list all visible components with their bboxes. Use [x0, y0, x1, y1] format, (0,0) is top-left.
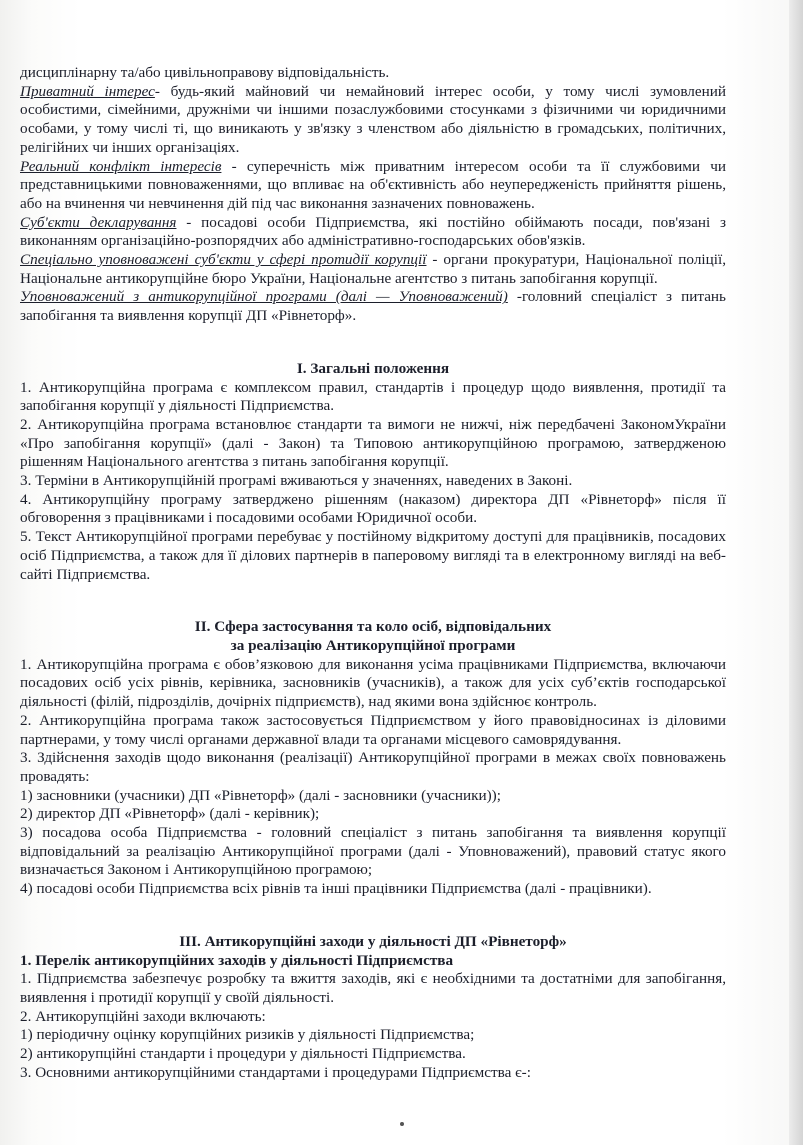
spacer [20, 603, 726, 618]
section-2-item: 3. Здійснення заходів щодо виконання (реалізації) Антикорупційної програми в межах своїх повноважень провадять: [20, 749, 726, 785]
section-2-heading-line-2: за реалізацію Антикорупційної програми [230, 636, 516, 654]
definition-private-interest [20, 83, 726, 158]
term-private-interest: Приватний інтерес [20, 82, 155, 100]
section-2-item: 4) посадові особи Підприємства всіх рівнів та інші працівники Підприємства (далі - працівники). [20, 880, 652, 898]
page-edge-shadow [789, 0, 803, 1145]
section-2-item: 1) засновники (учасники) ДП «Рівнеторф» (далі - засновники (учасники)); [20, 786, 501, 804]
section-1-item: 5. Текст Антикорупційної програми перебуває у постійному відкритому доступі для працівників, посадових осіб Підприємства, а також для її ділових партнерів в паперовому вигляді та в електронному вигляді на веб-сайті Підприємства. [20, 528, 726, 583]
spacer [20, 584, 726, 603]
spacer [20, 326, 726, 345]
definition-text: - будь-який майновий чи немайновий інтерес особи, у тому числі зумовлений особистими, сімейними, дружніми чи іншими позаслужбовими стосунками з фізичними чи юридичними особами, у тому числі ті, що виникають у зв'язку з членством або діяльністю в громадських, політичних, релігійних чи інших організаціях. [20, 82, 726, 156]
definition-text: -головний спеціаліст з питань запобігання та виявлення корупції ДП «Рівнеторф». [20, 288, 726, 325]
spacer [20, 899, 726, 918]
term-commissioner: Уповноважений з антикорупційної програми (далі — Уповноважений) [20, 288, 508, 306]
section-1-item: 1. Антикорупційна програма є комплексом правил, стандартів і процедур щодо виявлення, протидії та запобігання корупції у діяльності Підприємства. [20, 378, 726, 415]
section-3-item: 2. Антикорупційні заходи включають: [20, 1007, 266, 1025]
section-1-item: 3. Терміни в Антикорупційній програмі вживаються у значеннях, наведених в Законі. [20, 472, 573, 490]
scan-mark [400, 1122, 404, 1126]
section-3-heading: III. Антикорупційні заходи у діяльності ДП «Рівнеторф» [179, 932, 567, 950]
term-authorized-subjects: Спеціально уповноважені суб'єкти у сфері протидії корупції [20, 251, 427, 269]
section-1-heading: I. Загальні положення [296, 359, 450, 377]
section-1-item: 2. Антикорупційна програма встановлює стандарти та вимоги не нижчі, ніж передбачені ЗакономУкраїни «Про запобігання корупції» (далі - Закон) та Типовою антикорупційною програмою, затвердженою рішенням Національного агентства з питань запобігання корупції. [20, 415, 726, 471]
definition-declaration-subjects [20, 214, 726, 251]
definition-authorized-subjects [20, 251, 726, 288]
section-3-item: 2) антикорупційні стандарти і процедури у діяльності Підприємства. [20, 1045, 466, 1063]
spacer [20, 918, 726, 933]
definition-text: - органи прокуратури, Національної поліції, Національне антикорупційне бюро України, Національне агентство з питань запобігання корупції. [20, 251, 726, 287]
section-3-item: 1) періодичну оцінку корупційних ризиків у діяльності Підприємства; [20, 1026, 475, 1044]
section-2-item: 3) посадова особа Підприємства - головний спеціаліст з питань запобігання та виявлення корупції відповідальний за реалізацію Антикорупційної програми (далі - Уповноважений), правовий статус якого визначається Законом і Антикорупційною програмою; [20, 824, 726, 879]
section-1-item: 4. Антикорупційну програму затверджено рішенням (наказом) директора ДП «Рівнеторф» після її обговорення з працівниками і посадовими особами Юридичної особи. [20, 490, 726, 527]
definition-real-conflict [20, 158, 726, 214]
definition-text: - суперечність між приватним інтересом особи та її службовими чи представницькими повноваженнями, що впливає на об'єктивність або неупередженість прийняття рішень, або на вчинення чи невчинення дій під час виконання зазначених повноважень. [20, 157, 726, 212]
section-3-item: 3. Основними антикорупційними стандартами і процедурами Підприємства є-: [20, 1063, 531, 1081]
section-2-heading-line-1: II. Сфера застосування та коло осіб, відповідальних [194, 618, 552, 636]
term-real-conflict: Реальний конфлікт інтересів [20, 157, 222, 175]
document-body [20, 64, 726, 1082]
spacer [20, 345, 726, 360]
definition-text: - посадові особи Підприємства, які постійно обіймають посади, пов'язані з виконанням організаційно-розпорядчих або адміністративно-господарських обов'язків. [20, 213, 726, 250]
paragraph-continuation: дисциплінарну та/або цивільноправову відповідальність. [20, 64, 390, 81]
definition-commissioner [20, 288, 726, 325]
section-2-item: 1. Антикорупційна програма є обов’язковою для виконання усіма працівниками Підприємства, включаючи посадових осіб усіх рівнів, керівника, засновників (учасників), а також для усіх суб’єктів господарської діяльності (філій, підрозділів, дочірніх підприємств), над якими вона здійснює контроль. [20, 655, 726, 711]
section-3-item: 1. Підприємства забезпечує розробку та вжиття заходів, які є необхідними та достатніми для запобігання, виявлення і протидії корупції у своїй діяльності. [20, 970, 726, 1006]
section-2-item: 2. Антикорупційна програма також застосовується Підприємством у його правовідносинах із діловими партнерами, у тому числі органами державної влади та органами місцевого самоврядування. [20, 711, 726, 748]
section-3-subheading: 1. Перелік антикорупційних заходів у діяльності Підприємства [20, 951, 454, 969]
section-2-item: 2) директор ДП «Рівнеторф» (далі - керівник); [20, 805, 320, 823]
term-declaration-subjects: Суб'єкти декларування [20, 213, 177, 231]
